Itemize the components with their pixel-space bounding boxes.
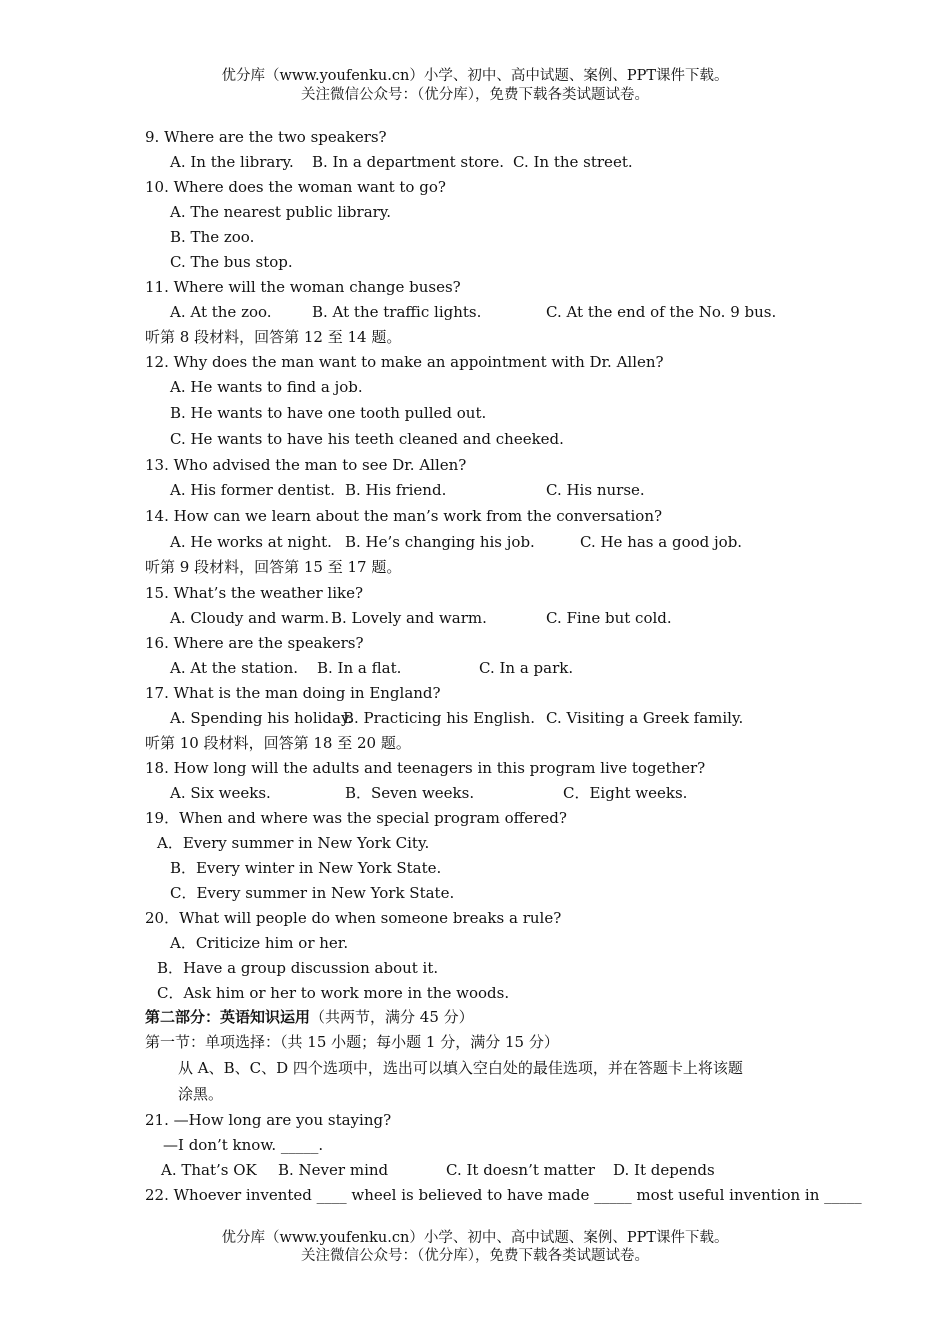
option-b: B. In a department store. [312,153,504,171]
option-a: A. At the zoo. [170,303,272,321]
question-17-options [0,708,950,728]
option-b: B. In a flat. [317,659,402,677]
question-20: 20．What will people do when someone breaks a rule? [145,909,562,927]
question-13-options [0,480,950,500]
option-c: C. The bus stop. [170,253,293,271]
question-14: 14. How can we learn about the man’s work from the conversation? [145,507,663,525]
option-b: B. He’s changing his job. [345,533,535,551]
section-1-heading: 第一节：单项选择：（共 15 小题；每小题 1 分，满分 15 分） [145,1033,559,1051]
option-a: A. Spending his holiday. [170,709,353,727]
option-a: A. Six weeks. [170,784,271,802]
part-2-score: （共两节，满分 45 分） [310,1008,474,1026]
part-2-title: 第二部分：英语知识运用 [145,1008,311,1026]
option-c: C. Fine but cold. [546,609,672,627]
option-c: C. At the end of the No. 9 bus. [546,303,777,321]
option-b: B. At the traffic lights. [312,303,482,321]
option-b: B. Practicing his English. [343,709,536,727]
option-b: B. His friend. [345,481,447,499]
option-c: C. His nurse. [546,481,645,499]
question-14-options [0,532,950,552]
question-9-options [0,152,950,172]
option-b: B. Never mind [278,1161,389,1179]
option-d: D. It depends [613,1161,715,1179]
option-c: C．Ask him or her to work more in the woods. [157,984,510,1002]
question-11: 11. Where will the woman change buses? [145,278,461,296]
option-a: A. He wants to find a job. [170,378,363,396]
option-b: B. He wants to have one tooth pulled out. [170,404,487,422]
option-a: A. His former dentist. [170,481,335,499]
footer-line-1: 优分库（www.youfenku.cn）小学、初中、高中试题、案例、PPT课件下载。 [221,1230,729,1246]
header-line-1: 优分库（www.youfenku.cn）小学、初中、高中试题、案例、PPT课件下载。 [221,68,729,84]
section-10-instruction: 听第 10 段材料，回答第 18 至 20 题。 [145,734,411,752]
instruction-line-1: 从 A、B、C、D 四个选项中，选出可以填入空白处的最佳选项，并在答题卡上将该题 [178,1059,743,1077]
option-c: C. He wants to have his teeth cleaned and cheeked. [170,430,564,448]
part-2-heading [145,1007,474,1027]
option-a: A. That’s OK [161,1161,257,1179]
option-a: A. Cloudy and warm. [170,609,330,627]
option-b: B. The zoo. [170,228,255,246]
option-b: B．Have a group discussion about it. [157,959,439,977]
option-a: A. He works at night. [170,533,332,551]
section-9-instruction: 听第 9 段材料，回答第 15 至 17 题。 [145,558,402,576]
section-8-instruction: 听第 8 段材料，回答第 12 至 14 题。 [145,328,402,346]
option-c: C．Eight weeks. [563,784,688,802]
question-15-options [0,608,950,628]
option-a: A. In the library. [170,153,294,171]
option-b: B．Every winter in New York State. [170,859,442,877]
question-16: 16. Where are the speakers? [145,634,364,652]
option-b: B. Lovely and warm. [331,609,487,627]
question-9: 9. Where are the two speakers? [145,128,387,146]
question-18: 18. How long will the adults and teenagers in this program live together? [145,759,706,777]
question-22: 22. Whoever invented ____ wheel is believed to have made _____ most useful invention in _____ [145,1186,862,1204]
question-17: 17. What is the man doing in England? [145,684,441,702]
question-11-options [0,302,950,322]
footer-line-2: 关注微信公众号：（优分库），免费下载各类试题试卷。 [301,1248,649,1264]
option-c: C．Every summer in New York State. [170,884,455,902]
option-c: C. Visiting a Greek family. [546,709,744,727]
header-line-2: 关注微信公众号：（优分库），免费下载各类试题试卷。 [301,87,649,103]
question-19: 19．When and where was the special program offered? [145,809,567,827]
option-c: C. It doesn’t matter [446,1161,595,1179]
option-b: B．Seven weeks. [345,784,475,802]
question-12: 12. Why does the man want to make an appointment with Dr. Allen? [145,353,664,371]
option-c: C. He has a good job. [580,533,743,551]
instruction-line-2: 涂黑。 [178,1085,224,1103]
question-21-options [0,1160,950,1180]
option-a: A．Criticize him or her. [170,934,349,952]
option-c: C. In the street. [513,153,633,171]
option-a: A. The nearest public library. [170,203,392,221]
question-21-reply: —I don’t know. _____. [163,1136,324,1154]
option-a: A．Every summer in New York City. [157,834,430,852]
question-21: 21. —How long are you staying? [145,1111,392,1129]
question-18-options [0,783,950,803]
question-13: 13. Who advised the man to see Dr. Allen? [145,456,467,474]
option-a: A. At the station. [170,659,299,677]
question-16-options [0,658,950,678]
option-c: C. In a park. [479,659,574,677]
question-15: 15. What’s the weather like? [145,584,364,602]
question-10: 10. Where does the woman want to go? [145,178,446,196]
